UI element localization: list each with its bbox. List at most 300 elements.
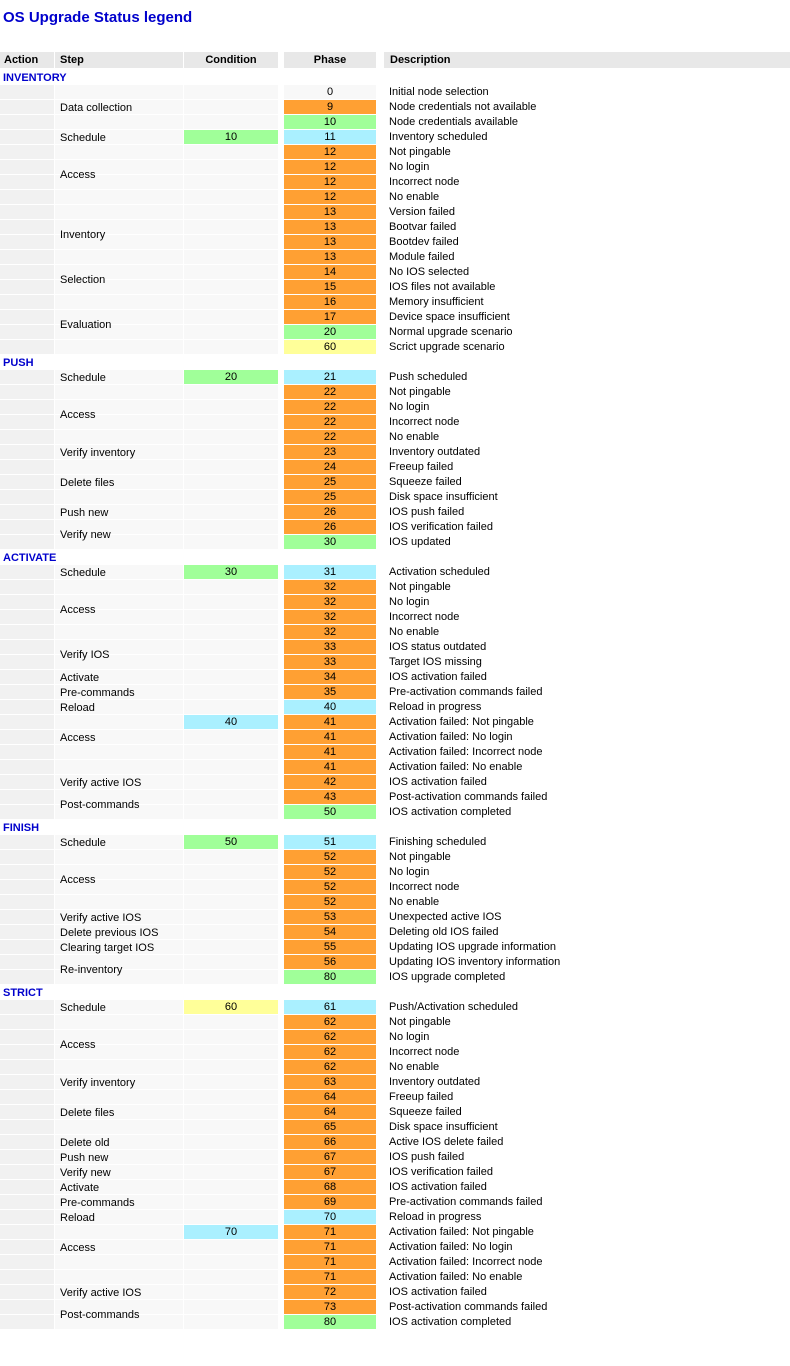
step-group [0, 700, 790, 715]
column-header-phase: Phase [284, 52, 376, 68]
condition-cell [184, 175, 278, 189]
condition-cell [184, 1300, 278, 1314]
description-cell: Inventory scheduled [384, 130, 790, 144]
phase-cell: 52 [284, 895, 376, 909]
action-cell [0, 895, 54, 909]
step-group [0, 715, 790, 760]
table-row [0, 1090, 790, 1105]
description-cell: Finishing scheduled [384, 835, 790, 849]
condition-cell [184, 475, 278, 489]
column-header-condition: Condition [184, 52, 278, 68]
description-cell: Bootdev failed [384, 235, 790, 249]
description-cell: Freeup failed [384, 460, 790, 474]
description-cell: IOS verification failed [384, 1165, 790, 1179]
action-cell [0, 325, 54, 339]
condition-cell [184, 595, 278, 609]
description-cell: Initial node selection [384, 85, 790, 99]
phase-cell: 33 [284, 655, 376, 669]
step-label: Delete files [60, 1106, 115, 1119]
description-cell: No enable [384, 190, 790, 204]
action-cell [0, 220, 54, 234]
step-group [0, 1210, 790, 1225]
condition-cell [184, 640, 278, 654]
phase-cell: 22 [284, 400, 376, 414]
description-cell: IOS upgrade completed [384, 970, 790, 984]
action-cell [0, 955, 54, 969]
description-cell: No login [384, 400, 790, 414]
step-group [0, 130, 790, 145]
step-group [0, 685, 790, 700]
action-cell [0, 415, 54, 429]
action-cell [0, 1060, 54, 1074]
phase-cell: 80 [284, 970, 376, 984]
condition-cell [184, 415, 278, 429]
step-label: Verify active IOS [60, 1286, 142, 1299]
step-group [0, 460, 790, 475]
description-cell: No enable [384, 430, 790, 444]
condition-cell [184, 760, 278, 774]
action-cell [0, 1150, 54, 1164]
phase-cell: 62 [284, 1015, 376, 1029]
step-label: Post-commands [60, 1309, 140, 1321]
step-label: Verify IOS [60, 649, 110, 661]
step-group [0, 1300, 790, 1330]
phase-cell: 22 [284, 415, 376, 429]
action-cell [0, 205, 54, 219]
description-cell: Node credentials available [384, 115, 790, 129]
condition-cell [184, 325, 278, 339]
condition-cell [184, 955, 278, 969]
table-row [0, 460, 790, 475]
phase-cell: 15 [284, 280, 376, 294]
action-cell [0, 970, 54, 984]
condition-cell: 10 [184, 130, 278, 144]
description-cell: Node credentials not available [384, 100, 790, 114]
description-cell: Activation failed: No login [384, 730, 790, 744]
condition-cell [184, 100, 278, 114]
description-cell: IOS activation completed [384, 1315, 790, 1329]
condition-cell [184, 235, 278, 249]
description-cell: No login [384, 595, 790, 609]
condition-cell [184, 310, 278, 324]
action-cell [0, 1045, 54, 1059]
condition-cell [184, 730, 278, 744]
phase-cell: 23 [284, 445, 376, 459]
action-cell [0, 805, 54, 819]
step-label: Access [60, 874, 96, 886]
phase-cell: 71 [284, 1240, 376, 1254]
step-label: Schedule [60, 1001, 106, 1014]
action-cell [0, 1090, 54, 1104]
step-group [0, 565, 790, 580]
description-cell: Squeeze failed [384, 475, 790, 489]
phase-cell: 68 [284, 1180, 376, 1194]
step-label: Schedule [60, 131, 106, 144]
action-cell [0, 1000, 54, 1014]
action-cell [0, 1315, 54, 1329]
phase-cell: 20 [284, 325, 376, 339]
phase-cell: 43 [284, 790, 376, 804]
phase-cell: 0 [284, 85, 376, 99]
action-cell [0, 760, 54, 774]
step-group [0, 205, 790, 265]
table-row [0, 760, 790, 775]
description-cell: Push scheduled [384, 370, 790, 384]
action-cell [0, 190, 54, 204]
phase-cell: 50 [284, 805, 376, 819]
action-cell [0, 430, 54, 444]
action-cell [0, 100, 54, 114]
step-label: Access [60, 604, 96, 616]
step-group [0, 1270, 790, 1285]
description-cell: Pre-activation commands failed [384, 1195, 790, 1209]
column-header-description: Description [384, 52, 790, 68]
step-group [0, 835, 790, 850]
description-cell: Updating IOS upgrade information [384, 940, 790, 954]
step-group [0, 1120, 790, 1135]
description-cell: Not pingable [384, 1015, 790, 1029]
action-cell [0, 745, 54, 759]
phase-cell: 41 [284, 730, 376, 744]
phase-cell: 13 [284, 250, 376, 264]
step-group [0, 850, 790, 910]
action-cell [0, 880, 54, 894]
description-cell: Active IOS delete failed [384, 1135, 790, 1149]
condition-cell [184, 745, 278, 759]
phase-cell: 51 [284, 835, 376, 849]
step-group [0, 1225, 790, 1270]
description-cell: IOS activation failed [384, 670, 790, 684]
condition-cell [184, 535, 278, 549]
condition-cell [184, 220, 278, 234]
description-cell: No login [384, 160, 790, 174]
condition-cell [184, 1060, 278, 1074]
step-label: Verify new [60, 529, 111, 541]
description-cell: No enable [384, 625, 790, 639]
action-cell [0, 520, 54, 534]
step-group [0, 940, 790, 955]
action-cell [0, 595, 54, 609]
step-group [0, 520, 790, 550]
phase-cell: 10 [284, 115, 376, 129]
condition-cell [184, 1315, 278, 1329]
phase-cell: 42 [284, 775, 376, 789]
condition-cell [184, 1285, 278, 1299]
condition-cell: 40 [184, 715, 278, 729]
step-group [0, 370, 790, 385]
step-label: Activate [60, 1181, 100, 1194]
condition-cell: 70 [184, 1225, 278, 1239]
table-row [0, 490, 790, 505]
step-label: Selection [60, 274, 106, 286]
step-group [0, 640, 790, 670]
phase-cell: 62 [284, 1030, 376, 1044]
step-group [0, 490, 790, 505]
condition-cell [184, 460, 278, 474]
phase-cell: 32 [284, 595, 376, 609]
step-cell [55, 85, 183, 99]
step-cell [55, 460, 183, 474]
action-cell [0, 1030, 54, 1044]
condition-cell [184, 805, 278, 819]
action-cell [0, 475, 54, 489]
step-cell [55, 1270, 183, 1284]
description-cell: Incorrect node [384, 880, 790, 894]
action-cell [0, 850, 54, 864]
step-group [0, 580, 790, 640]
description-cell: Target IOS missing [384, 655, 790, 669]
action-cell [0, 790, 54, 804]
condition-cell [184, 430, 278, 444]
phase-cell: 34 [284, 670, 376, 684]
phase-cell: 25 [284, 490, 376, 504]
action-cell [0, 265, 54, 279]
description-cell: IOS push failed [384, 1150, 790, 1164]
condition-cell [184, 790, 278, 804]
condition-cell [184, 1075, 278, 1089]
phase-cell: 33 [284, 640, 376, 654]
condition-cell [184, 1240, 278, 1254]
condition-cell [184, 1045, 278, 1059]
condition-cell [184, 970, 278, 984]
step-label: Delete previous IOS [60, 926, 159, 939]
step-group [0, 955, 790, 985]
phase-cell: 26 [284, 505, 376, 519]
step-group [0, 445, 790, 460]
phase-cell: 69 [284, 1195, 376, 1209]
description-cell: Not pingable [384, 385, 790, 399]
phase-cell: 32 [284, 580, 376, 594]
step-cell [55, 1090, 183, 1104]
phase-cell: 66 [284, 1135, 376, 1149]
condition-cell [184, 385, 278, 399]
description-cell: Scrict upgrade scenario [384, 340, 790, 354]
phase-cell: 73 [284, 1300, 376, 1314]
condition-cell [184, 280, 278, 294]
description-cell: Bootvar failed [384, 220, 790, 234]
description-cell: IOS activation completed [384, 805, 790, 819]
action-cell [0, 490, 54, 504]
phase-cell: 80 [284, 1315, 376, 1329]
phase-cell: 41 [284, 745, 376, 759]
phase-cell: 41 [284, 760, 376, 774]
action-cell [0, 1165, 54, 1179]
condition-cell [184, 205, 278, 219]
condition-cell [184, 1210, 278, 1224]
phase-cell: 31 [284, 565, 376, 579]
description-cell: Normal upgrade scenario [384, 325, 790, 339]
condition-cell: 30 [184, 565, 278, 579]
description-cell: Unexpected active IOS [384, 910, 790, 924]
action-cell [0, 1075, 54, 1089]
step-group [0, 85, 790, 100]
action-cell [0, 730, 54, 744]
action-cell [0, 460, 54, 474]
condition-cell [184, 1135, 278, 1149]
phase-cell: 11 [284, 130, 376, 144]
condition-cell [184, 295, 278, 309]
phase-cell: 14 [284, 265, 376, 279]
condition-cell: 60 [184, 1000, 278, 1014]
phase-cell: 30 [284, 535, 376, 549]
condition-cell [184, 85, 278, 99]
description-cell: Activation scheduled [384, 565, 790, 579]
phase-cell: 65 [284, 1120, 376, 1134]
action-cell [0, 235, 54, 249]
action-cell [0, 775, 54, 789]
phase-cell: 64 [284, 1090, 376, 1104]
action-cell [0, 715, 54, 729]
description-cell: Incorrect node [384, 610, 790, 624]
table-row [0, 85, 790, 100]
description-cell: Activation failed: Incorrect node [384, 1255, 790, 1269]
description-cell: No enable [384, 1060, 790, 1074]
phase-cell: 22 [284, 430, 376, 444]
condition-cell [184, 490, 278, 504]
condition-cell [184, 1150, 278, 1164]
condition-cell [184, 145, 278, 159]
condition-cell [184, 1270, 278, 1284]
action-cell [0, 1135, 54, 1149]
phase-cell: 26 [284, 520, 376, 534]
action-cell [0, 250, 54, 264]
condition-cell [184, 265, 278, 279]
action-cell [0, 1285, 54, 1299]
description-cell: No login [384, 865, 790, 879]
description-cell: Incorrect node [384, 175, 790, 189]
phase-cell: 12 [284, 160, 376, 174]
action-cell [0, 130, 54, 144]
action-cell [0, 925, 54, 939]
phase-cell: 52 [284, 865, 376, 879]
action-cell [0, 580, 54, 594]
step-label: Reload [60, 1211, 95, 1224]
description-cell: Activation failed: Incorrect node [384, 745, 790, 759]
description-cell: Activation failed: No enable [384, 760, 790, 774]
table-row [0, 1270, 790, 1285]
description-cell: Incorrect node [384, 1045, 790, 1059]
action-cell [0, 940, 54, 954]
condition-cell [184, 880, 278, 894]
section-header: FINISH [3, 821, 40, 834]
description-cell: Disk space insufficient [384, 1120, 790, 1134]
step-label: Post-commands [60, 799, 140, 811]
action-cell [0, 295, 54, 309]
page-title: OS Upgrade Status legend [3, 9, 193, 26]
description-cell: IOS activation failed [384, 1180, 790, 1194]
action-cell [0, 655, 54, 669]
condition-cell [184, 925, 278, 939]
description-cell: Reload in progress [384, 700, 790, 714]
action-cell [0, 565, 54, 579]
phase-cell: 67 [284, 1165, 376, 1179]
condition-cell [184, 400, 278, 414]
condition-cell [184, 1255, 278, 1269]
step-group [0, 100, 790, 115]
phase-cell: 9 [284, 100, 376, 114]
action-cell [0, 310, 54, 324]
description-cell: Device space insufficient [384, 310, 790, 324]
action-cell [0, 685, 54, 699]
description-cell: Inventory outdated [384, 445, 790, 459]
action-cell [0, 610, 54, 624]
phase-cell: 70 [284, 1210, 376, 1224]
step-group [0, 115, 790, 130]
description-cell: Disk space insufficient [384, 490, 790, 504]
description-cell: IOS updated [384, 535, 790, 549]
condition-cell [184, 580, 278, 594]
step-group [0, 1075, 790, 1090]
step-label: Access [60, 731, 96, 744]
description-cell: Reload in progress [384, 1210, 790, 1224]
description-cell: Activation failed: Not pingable [384, 715, 790, 729]
description-cell: Freeup failed [384, 1090, 790, 1104]
condition-cell [184, 1105, 278, 1119]
step-group [0, 1165, 790, 1180]
action-cell [0, 1195, 54, 1209]
description-cell: Post-activation commands failed [384, 790, 790, 804]
action-cell [0, 400, 54, 414]
step-group [0, 475, 790, 490]
phase-cell: 12 [284, 190, 376, 204]
step-group [0, 385, 790, 445]
section-header: INVENTORY [3, 71, 67, 84]
phase-cell: 71 [284, 1255, 376, 1269]
step-label: Verify inventory [60, 1076, 136, 1089]
phase-cell: 55 [284, 940, 376, 954]
phase-cell: 35 [284, 685, 376, 699]
description-cell: Memory insufficient [384, 295, 790, 309]
phase-cell: 12 [284, 175, 376, 189]
step-group [0, 1180, 790, 1195]
action-cell [0, 160, 54, 174]
action-cell [0, 175, 54, 189]
condition-cell [184, 1120, 278, 1134]
condition-cell [184, 655, 278, 669]
condition-cell [184, 865, 278, 879]
condition-cell [184, 625, 278, 639]
step-group [0, 1285, 790, 1300]
phase-cell: 52 [284, 880, 376, 894]
description-cell: Activation failed: No enable [384, 1270, 790, 1284]
condition-cell [184, 445, 278, 459]
step-group [0, 1015, 790, 1075]
action-cell [0, 85, 54, 99]
description-cell: Updating IOS inventory information [384, 955, 790, 969]
step-label: Delete old [60, 1136, 110, 1149]
condition-cell [184, 1015, 278, 1029]
condition-cell: 20 [184, 370, 278, 384]
condition-cell [184, 700, 278, 714]
table-row [0, 1120, 790, 1135]
phase-cell: 17 [284, 310, 376, 324]
condition-cell [184, 340, 278, 354]
action-cell [0, 340, 54, 354]
action-cell [0, 1240, 54, 1254]
step-label: Verify new [60, 1166, 111, 1179]
step-group [0, 265, 790, 295]
step-group [0, 1135, 790, 1150]
phase-cell: 72 [284, 1285, 376, 1299]
description-cell: Pre-activation commands failed [384, 685, 790, 699]
step-group [0, 1090, 790, 1105]
phase-cell: 41 [284, 715, 376, 729]
description-cell: Not pingable [384, 145, 790, 159]
description-cell: No IOS selected [384, 265, 790, 279]
step-label: Verify active IOS [60, 911, 142, 924]
step-group [0, 145, 790, 205]
phase-cell: 71 [284, 1270, 376, 1284]
